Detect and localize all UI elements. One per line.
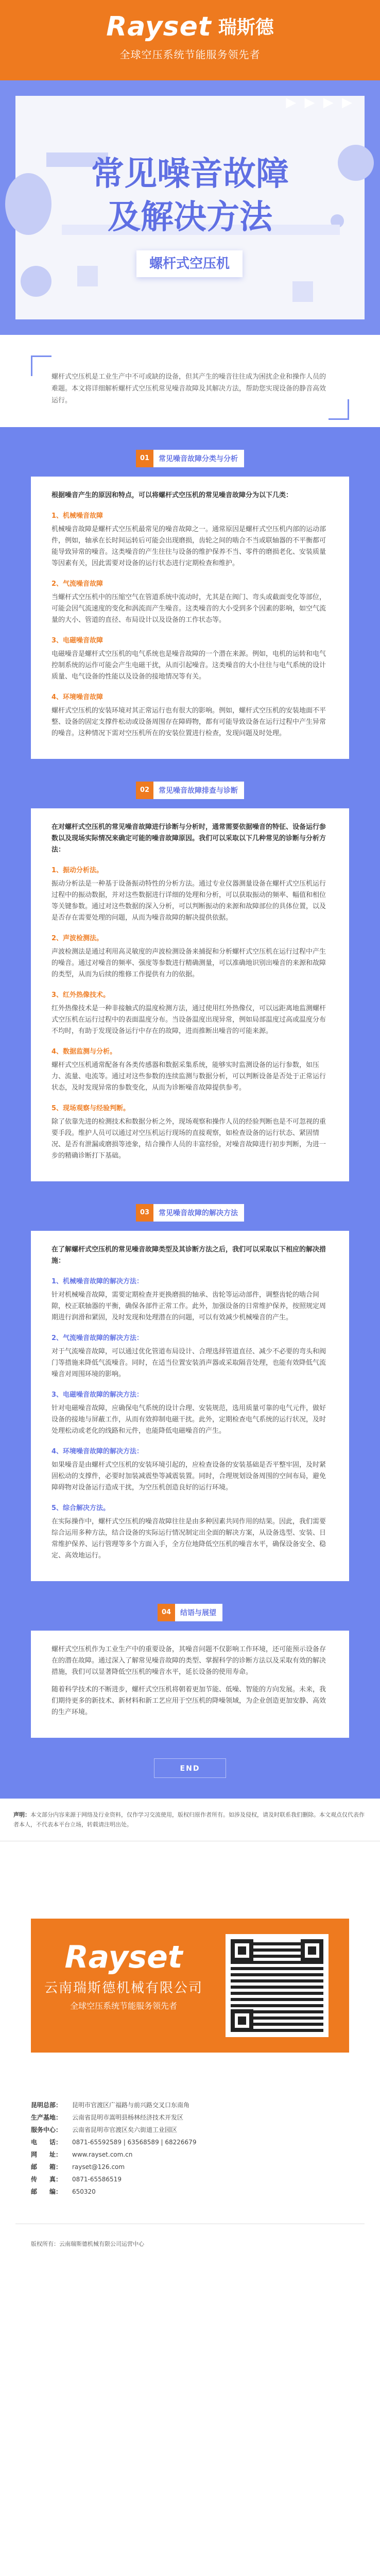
bottom-slogan: 全球空压系统节能服务领先者 [70,2001,177,2011]
disclaimer-text: 本文部分内容来源于网络及行业资料，仅作学习交流使用，版权归原作者所有。如涉及侵权，请及时联系我们删除。本文观点仅代表作者本人，不代表本平台立场，转载请注明出处。 [13,1811,365,1828]
item-heading: 5、综合解决方法。 [51,1504,110,1512]
arrows-icon: ▶ ▶ ▶ ▶ [286,95,354,110]
hero-title-line2: 及解决方法 [108,198,272,236]
decor-square [292,281,313,302]
content [0,427,380,1799]
contact-key: 传 真： [31,2176,62,2183]
section-tag [136,1204,244,1222]
contact-row [31,2099,349,2111]
section-number: 03 [136,1204,153,1222]
section-card [31,1231,349,1581]
contact-value: 云南省昆明市嵩明县杨林经济技术开发区 [72,2114,184,2121]
end-marker: END [154,1758,226,1778]
contact-value: 0871-65592589 | 63568589 | 68226679 [72,2139,197,2146]
decor-square [77,266,98,286]
qr-code-icon [231,1939,323,2032]
item-text: 电磁噪音是螺杆式空压机的电气系统也是噪音故障的一个潜在来源。例如，电机的运转和电气控制系统的运作可能会产生电磁干扰，从而引起噪音。这类噪音的大小往往与电气系统的设计质量、电气设备的性能以及设备的接地情况等有关。 [51,650,326,681]
decor-blob [21,266,51,297]
item-text: 针对机械噪音故障，需要定期检查并更换磨损的轴承、齿轮等运动部件，调整齿轮的啮合间隙，校正联轴器的平衡，确保各部件正常工作。此外，加强设备的日常维护保养，按照规定周期进行润滑和紧固，及时发现和处理潜在的问题，可以有效减少机械噪音的产生。 [51,1291,326,1321]
section-lead: 在了解螺杆式空压机的常见噪音故障类型及其诊断方法之后，我们可以采取以下相应的解决措施： [51,1246,326,1265]
website-link[interactable]: www.rayset.com.cn [72,2151,133,2158]
hero-title-line1: 常见噪音故障 [91,155,289,193]
contact-key: 电 话： [31,2139,62,2146]
contact-value: 昆明市官渡区广福路与前兴路交叉口东南角 [72,2102,190,2109]
bottom-logo: Rayset [64,1939,183,1975]
bottom-brand [31,1919,349,2053]
section-tag [158,1604,222,1621]
qr-finder [231,2009,253,2032]
contact-value: 云南省昆明市官渡区矣六街道工业园区 [72,2126,178,2133]
contact-key: 生产基地： [31,2114,62,2121]
contact-info [31,2099,349,2198]
contact-row [31,2124,349,2136]
contact-row [31,2148,349,2161]
section-card [31,1631,349,1738]
section-lead: 根据噪音产生的原因和特点，可以将螺杆式空压机的常见噪音故障分为以下几类： [51,492,293,499]
item-heading: 2、声波检测法。 [51,935,103,942]
section-lead: 在对螺杆式空压机的常见噪音故障进行诊断与分析时，通常需要依据噪音的特征、设备运行参数以及现场实际情况来确定可能的噪音故障原因。我们可以采取以下几种常见的诊断与分析方法： [51,823,326,854]
email-link[interactable]: rayset@126.com [72,2163,125,2171]
item-heading: 3、电磁噪音故障的解决方法： [51,1391,144,1399]
section-title: 常见噪音故障的解决方法 [159,1209,238,1217]
conclusion-text: 随着科学技术的不断进步，螺杆式空压机将朝着更加节能、低噪、智能的方向发展。未来，我们期待更多的新技术、新材料和新工艺应用于空压机的降噪领域，为企业创造更加安静、高效的生产环境。 [51,1686,326,1716]
item-heading: 1、机械噪音故障的解决方法： [51,1278,144,1285]
contact-value: 650320 [72,2188,96,2195]
contact-row [31,2173,349,2185]
corner-decor [31,355,51,376]
contact-key: 昆明总部： [31,2102,62,2109]
item-text: 如果噪音是由螺杆式空压机的安装环境引起的，应检查设备的安装基础是否平整牢固，及时紧固松动的支撑件，必要时加装减震垫等减震装置。同时，合理规划设备周围的空间布局，避免障碍物对设备运行造成干扰，为空压机创造良好的运行环境。 [51,1461,326,1492]
section-card [31,808,349,1181]
item-heading: 1、振动分析法。 [51,867,103,874]
item-text: 声波检测法是通过利用高灵敏度的声波检测设备来捕捉和分析螺杆式空压机在运行过程中产生的噪音。通过对噪音的频率、强度等参数进行精确测量，可以准确地识别出噪音的来源和故障的类型，从而为后续的维修工作提供有力的依据。 [51,948,326,978]
corner-decor [329,399,349,420]
contact-row [31,2136,349,2148]
brand-name-cn: 瑞斯德 [218,17,274,38]
contact-key: 服务中心： [31,2126,62,2133]
qr-finder [301,1939,323,1962]
item-text: 针对电磁噪音故障，应确保电气系统的设计合理、安装规范，选用质量可靠的电气元件，做好设备的接地与屏蔽工作，从而有效抑制电磁干扰。此外，定期检查电气系统的运行状况，及时处理松动或老化的线路和元件，也能降低电磁噪音的产生。 [51,1404,326,1435]
item-heading: 3、红外热像技术。 [51,991,110,999]
section-tag [136,782,244,799]
section-heading [31,450,349,467]
section-number: 04 [158,1604,175,1621]
item-text: 螺杆式空压机的安装环境对其正常运行也有很大的影响。例如，螺杆式空压机的安装地面不平整、设备的固定支撑件松动或设备周围存在障碍物，都有可能导致设备在运行过程中产生异常的噪音。这种情况下需对空压机所在的安装位置进行检查，发现问题及时处理。 [51,707,326,737]
contact-value: 0871-65586519 [72,2176,122,2183]
item-heading: 1、机械噪音故障 [51,512,103,520]
item-heading: 4、环境噪音故障 [51,693,103,701]
top-banner [0,0,380,80]
section-number: 02 [136,782,153,799]
section-heading [31,782,349,799]
hero-title [0,152,380,239]
section-title: 结语与展望 [180,1609,216,1617]
intro [0,335,380,427]
item-heading: 2、气流噪音故障的解决方法： [51,1334,144,1342]
section-title: 常见噪音故障排查与诊断 [159,787,238,795]
intro-text: 螺杆式空压机是工业生产中不可或缺的设备，但其产生的噪音往往成为困扰企业和操作人员的难题。本文将详细解析螺杆式空压机常见噪音故障及其解决方法，帮助您实现设备的静音高效运行。 [51,373,326,404]
disclaimer [0,1799,380,1841]
contact-row [31,2161,349,2173]
header-slogan: 全球空压系统节能服务领先者 [119,48,261,61]
item-text: 当螺杆式空压机中的压缩空气在管道系统中流动时，尤其是在阀门、弯头或截面变化等部位，可能会因气流速度的变化和涡流而产生噪音。这类噪音的大小受到多个因素的影响，如空气流量的大小、管道的直径、布局设计以及设备的工作状态等。 [51,594,326,624]
section-title: 常见噪音故障分类与分析 [159,455,238,463]
section-heading [31,1604,349,1621]
disclaimer-label: 声明： [13,1811,30,1818]
item-text: 在实际操作中，螺杆式空压机的噪音故障往往是由多种因素共同作用的结果。因此，我们需要综合运用多种方法，结合设备的实际运行情况制定出全面的解决方案，从设备选型、安装、日常维护保养、运行管理等多个方面入手，全方位地降低空压机的噪音水平，确保设备安全、稳定、高效地运行。 [51,1518,326,1560]
company-name: 云南瑞斯德机械有限公司 [44,1980,203,1996]
item-text: 螺杆式空压机通常配备有各类传感器和数据采集系统，能够实时监测设备的运行参数，如压力、流量、电流等。通过对这些参数的连续监测与数据分析，可以判断设备是否处于正常运行状态，及时发现异常的参数变化，从而为诊断噪音故障提供参考。 [51,1061,326,1092]
brand-logo: Rayset [106,11,212,42]
section-heading [31,1204,349,1222]
item-heading: 5、现场观察与经验判断。 [51,1105,130,1112]
item-heading: 4、环境噪音故障的解决方法： [51,1448,144,1455]
section-number: 01 [136,450,153,467]
hero [0,80,380,335]
bottom-brand-text [31,1939,216,2011]
contact-row [31,2111,349,2124]
item-text: 红外热像技术是一种非接触式的温度检测方法，通过使用红外热像仪，可以远距离地监测螺杆式空压机在运行过程中的表面温度分布。当设备温度出现异常，例如局部温度过高或温度分布不均时，有助于发现设备运行中存在的故障，进而推断出噪音的可能来源。 [51,1005,326,1035]
contact-key: 邮 编： [31,2188,62,2195]
conclusion-text: 螺杆式空压机作为工业生产中的重要设备，其噪音问题不仅影响工作环境，还可能预示设备存在的潜在故障。通过深入了解常见噪音故障的类型、掌握科学的诊断方法以及采取有效的解决措施，我们可以显著降低空压机的噪音水平，延长设备的使用寿命。 [51,1646,326,1676]
qr-finder [231,1939,253,1962]
contact-row [31,2185,349,2198]
item-text: 机械噪音故障是螺杆式空压机最常见的噪音故障之一。通常原因是螺杆式空压机内部的运动部件，例如，轴承在长时间运转后可能会出现磨损，齿轮之间的啮合不当或联轴器的不平衡都可能导致异常的噪音。这类噪音的产生往往与设备的维护保养不当、零件的磨损老化、安装质量等因素有关，因此需要对设备的运行状态进行定期检查和维护。 [51,526,326,567]
section-card [31,477,349,759]
contact-key: 网 址： [31,2151,62,2158]
item-heading: 2、气流噪音故障 [51,580,103,588]
contact-key: 邮 箱： [31,2163,62,2171]
footer-copyright: 版权所有：云南瑞斯德机械有限公司运营中心 [31,2241,144,2247]
item-text: 除了依靠先进的检测技术和数据分析之外，现场观察和操作人员的经验判断也是不可忽视的重要手段。维护人员可以通过对空压机运行现场的直接观察，如检查设备的运行状态、紧固情况、是否有泄漏或磨损等迹象，结合操作人员的丰富经验，对噪音故障进行初步判断，为进一步的精确诊断打下基础。 [51,1118,326,1160]
qr-code[interactable] [226,1934,329,2037]
item-heading: 3、电磁噪音故障 [51,637,103,645]
section-tag [136,450,244,467]
item-text: 对于气流噪音故障，可以通过优化管道布局设计、合理选择管道直径、减少不必要的弯头和阀门等措施来降低气流噪音。同时，在适当位置安装消声器或采取隔音处理，也能有效降低气流噪音对周围环境的影响。 [51,1348,326,1378]
item-heading: 4、数据监测与分析。 [51,1048,117,1056]
hero-subtitle: 螺杆式空压机 [136,250,243,277]
item-text: 振动分析法是一种基于设备振动特性的分析方法。通过专业仪器测量设备在螺杆式空压机运行过程中的振动数据，并对这些数据进行详细的处理和分析，可以获取振动的频率、幅值和相位等关键参数。通过对这些数据的深入分析，可以判断振动的来源和故障部位的具体位置，以及是否存在需要处理的问题，从而为噪音故障的解决提供依据。 [51,880,326,922]
